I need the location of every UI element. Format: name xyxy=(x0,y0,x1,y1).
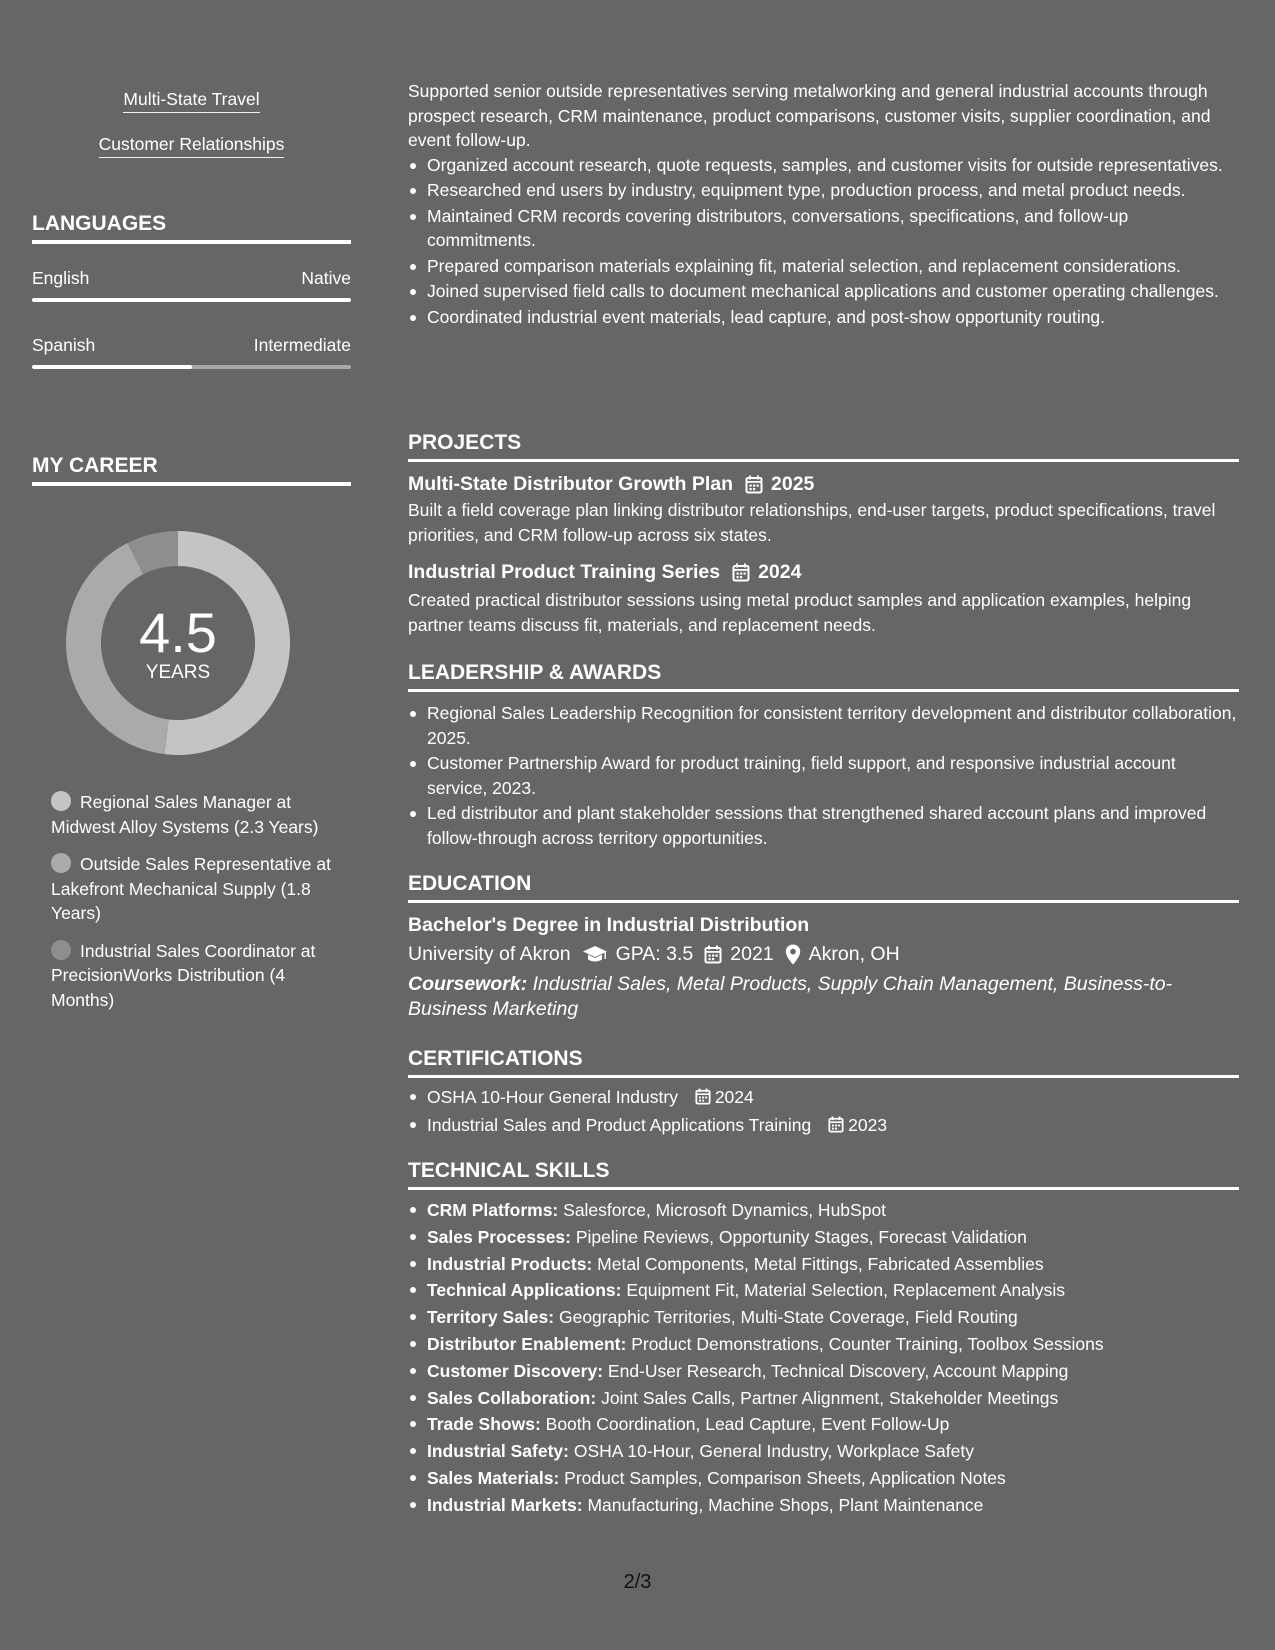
career-legend-item xyxy=(51,852,341,926)
skill-values: Equipment Fit, Material Selection, Replacement Analysis xyxy=(626,1280,1066,1301)
skill-item xyxy=(408,1197,1239,1224)
project-year: 2024 xyxy=(758,561,802,583)
language-item xyxy=(32,333,351,369)
skill-tag-label: Customer Relationships xyxy=(99,133,285,158)
education-school: University of Akron xyxy=(408,943,571,965)
career-legend-item xyxy=(51,790,341,839)
languages-section xyxy=(32,211,351,369)
calendar-icon xyxy=(732,563,750,582)
technical-skills-title: TECHNICAL SKILLS xyxy=(408,1158,1239,1190)
leadership-title: LEADERSHIP & AWARDS xyxy=(408,660,1239,692)
legend-dot-icon xyxy=(51,853,71,873)
skill-item xyxy=(408,1492,1239,1519)
certification-name: OSHA 10-Hour General Industry xyxy=(427,1087,678,1107)
experience-bullet: Organized account research, quote requests, samples, and customer visits for outside representatives. xyxy=(408,153,1239,178)
experience-bullet: Prepared comparison materials explaining fit, material selection, and replacement considerations. xyxy=(408,254,1239,279)
projects-title: PROJECTS xyxy=(408,430,1239,462)
leadership-bullet: Led distributor and plant stakeholder sessions that strengthened shared account plans and improved follow-through across territory opportunities. xyxy=(408,801,1239,850)
skill-category: Trade Shows: xyxy=(427,1414,541,1435)
skill-category: Customer Discovery: xyxy=(427,1360,604,1381)
skill-item xyxy=(408,1385,1239,1412)
certification-name: Industrial Sales and Product Applications Training xyxy=(427,1115,812,1135)
skill-item xyxy=(408,1411,1239,1438)
languages-title: LANGUAGES xyxy=(32,211,351,244)
skill-category: Territory Sales: xyxy=(427,1307,555,1328)
location-pin-icon xyxy=(785,944,801,965)
project-description: Built a field coverage plan linking distributor relationships, end-user targets, product specifications, travel priorities, and CRM follow-up across six states. xyxy=(408,500,1216,545)
certifications-section xyxy=(408,1046,1239,1139)
career-section xyxy=(32,453,351,486)
skill-item xyxy=(408,1438,1239,1465)
technical-skills-list xyxy=(408,1197,1239,1519)
language-level: Intermediate xyxy=(253,335,351,355)
project-description: Created practical distributor sessions using metal product samples and application examples, helping partner teams discuss fit, materials, and replacement needs. xyxy=(408,590,1192,635)
calendar-icon xyxy=(704,945,722,964)
page-number: 2/3 xyxy=(623,1571,652,1593)
coursework-label: Coursework: xyxy=(408,973,528,995)
education-section xyxy=(408,871,1239,1021)
technical-skills-section xyxy=(408,1158,1239,1519)
career-legend-item xyxy=(51,939,341,1013)
skill-category: Sales Materials: xyxy=(427,1467,560,1488)
skill-values: Joint Sales Calls, Partner Alignment, Stakeholder Meetings xyxy=(601,1387,1059,1408)
legend-dot-icon xyxy=(51,791,71,811)
certification-item xyxy=(408,1112,1239,1139)
skill-tag-label: Multi-State Travel xyxy=(123,88,259,113)
leadership-bullet: Customer Partnership Award for product training, field support, and responsive industrial account service, 2023. xyxy=(408,751,1239,800)
skill-category: Distributor Enablement: xyxy=(427,1333,627,1354)
skill-values: Manufacturing, Machine Shops, Plant Maintenance xyxy=(587,1494,984,1515)
skill-values: Product Samples, Comparison Sheets, Application Notes xyxy=(564,1467,1006,1488)
career-legend-label: Regional Sales Manager at Midwest Alloy Systems (2.3 Years) xyxy=(51,792,319,837)
language-level: Native xyxy=(301,268,351,288)
skill-category: Industrial Products: xyxy=(427,1253,593,1274)
career-total-unit: YEARS xyxy=(145,662,211,683)
skill-values: End-User Research, Technical Discovery, Account Mapping xyxy=(607,1360,1069,1381)
skill-category: Industrial Safety: xyxy=(427,1441,569,1462)
experience-bullet: Joined supervised field calls to document mechanical applications and customer operating challenges. xyxy=(408,279,1239,304)
skill-values: Pipeline Reviews, Opportunity Stages, Forecast Validation xyxy=(575,1226,1027,1247)
experience-bullet: Coordinated industrial event materials, lead capture, and post-show opportunity routing. xyxy=(408,305,1239,330)
leadership-section xyxy=(408,660,1239,850)
language-item xyxy=(32,266,351,302)
experience-summary: Supported senior outside representatives serving metalworking and general industrial accounts through prospect research, CRM maintenance, product comparisons, customer visits, supplier coordination, and event follow-up. xyxy=(408,81,1211,150)
skill-item xyxy=(408,1331,1239,1358)
skill-tag xyxy=(32,88,351,113)
calendar-icon xyxy=(828,1116,844,1133)
career-title: MY CAREER xyxy=(32,453,351,486)
education-meta xyxy=(408,941,1239,967)
skill-item xyxy=(408,1251,1239,1278)
certification-year: 2024 xyxy=(714,1087,754,1107)
certification-year: 2023 xyxy=(848,1115,888,1135)
skill-category: Technical Applications: xyxy=(427,1280,622,1301)
career-legend-label: Outside Sales Representative at Lakefront Mechanical Supply (1.8 Years) xyxy=(51,854,331,923)
language-proficiency-bar xyxy=(32,298,351,302)
education-coursework xyxy=(408,972,1239,1021)
skill-values: Booth Coordination, Lead Capture, Event Follow-Up xyxy=(545,1414,950,1435)
experience-bullets xyxy=(408,153,1239,330)
experience-entry xyxy=(408,79,1239,329)
career-legend-label: Industrial Sales Coordinator at PrecisionWorks Distribution (4 Months) xyxy=(51,940,316,1010)
skill-values: Product Demonstrations, Counter Training, Toolbox Sessions xyxy=(631,1333,1104,1354)
career-donut-chart xyxy=(65,530,291,756)
project-name: Industrial Product Training Series xyxy=(408,561,721,583)
skill-item xyxy=(408,1277,1239,1304)
leadership-bullets xyxy=(408,701,1239,850)
coursework-list: Industrial Sales, Metal Products, Supply Chain Management, Business-to-Business Marketing xyxy=(408,973,1173,1020)
skill-item xyxy=(408,1224,1239,1251)
skill-values: Metal Components, Metal Fittings, Fabricated Assemblies xyxy=(597,1253,1044,1274)
skill-item xyxy=(408,1465,1239,1492)
skill-category: Industrial Markets: xyxy=(427,1494,583,1515)
project-item xyxy=(408,559,1239,637)
skill-category: CRM Platforms: xyxy=(427,1200,559,1220)
skill-tag xyxy=(32,133,351,158)
skill-category: Sales Collaboration: xyxy=(427,1387,597,1408)
skill-category: Sales Processes: xyxy=(427,1226,571,1247)
project-year: 2025 xyxy=(771,473,815,495)
certification-item xyxy=(408,1084,1239,1111)
donut-center xyxy=(65,530,291,756)
project-name: Multi-State Distributor Growth Plan xyxy=(408,473,733,495)
projects-section xyxy=(408,430,1239,637)
language-name: Spanish xyxy=(32,335,96,355)
career-total-years: 4.5 xyxy=(139,601,217,664)
project-item xyxy=(408,471,1239,547)
leadership-bullet: Regional Sales Leadership Recognition for consistent territory development and distributor collaboration, 2025. xyxy=(408,701,1239,750)
language-proficiency-fill xyxy=(32,365,192,369)
skill-values: OSHA 10-Hour, General Industry, Workplace Safety xyxy=(573,1441,974,1462)
graduation-cap-icon xyxy=(582,945,608,964)
skill-item xyxy=(408,1358,1239,1385)
calendar-icon xyxy=(695,1088,711,1105)
education-year: 2021 xyxy=(730,943,774,965)
education-title: EDUCATION xyxy=(408,871,1239,903)
education-location: Akron, OH xyxy=(808,943,900,965)
experience-bullet: Researched end users by industry, equipment type, production process, and metal product needs. xyxy=(408,178,1239,203)
skill-values: Salesforce, Microsoft Dynamics, HubSpot xyxy=(563,1200,887,1220)
language-proficiency-bar xyxy=(32,365,351,369)
career-legend xyxy=(51,790,341,1012)
certifications-title: CERTIFICATIONS xyxy=(408,1046,1239,1078)
skill-item xyxy=(408,1304,1239,1331)
experience-bullet: Maintained CRM records covering distributors, conversations, specifications, and follow-up commitments. xyxy=(408,204,1239,253)
skill-values: Geographic Territories, Multi-State Coverage, Field Routing xyxy=(558,1307,1018,1328)
language-proficiency-fill xyxy=(32,298,351,302)
education-gpa: GPA: 3.5 xyxy=(615,943,694,965)
certifications-list xyxy=(408,1084,1239,1139)
education-degree: Bachelor's Degree in Industrial Distribution xyxy=(408,914,810,936)
calendar-icon xyxy=(745,475,763,494)
legend-dot-icon xyxy=(51,940,71,960)
language-name: English xyxy=(32,268,90,288)
